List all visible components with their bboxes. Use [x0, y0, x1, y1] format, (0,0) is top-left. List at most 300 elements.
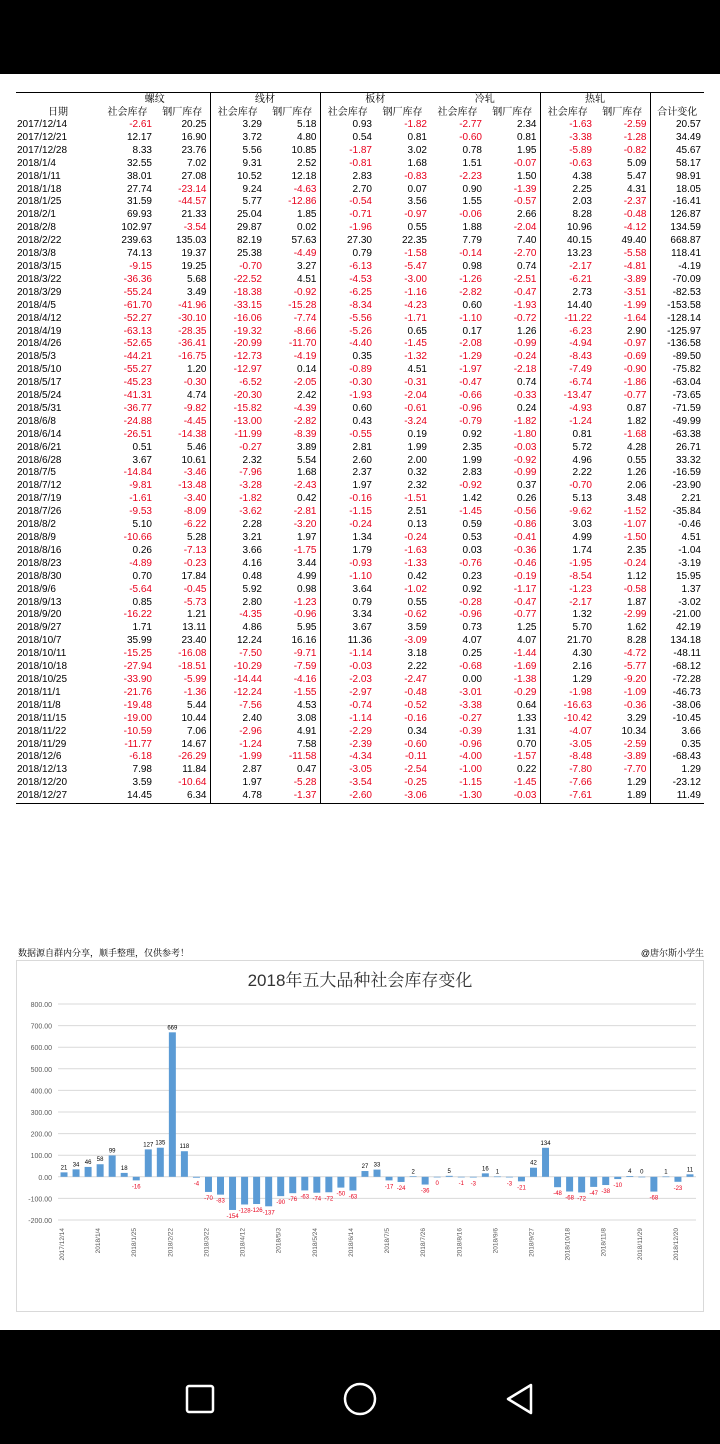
- row-value: 1.71: [132, 622, 152, 634]
- row-value: -1.45: [485, 777, 540, 790]
- table-row: [16, 416, 704, 429]
- bar-data-label: 34: [72, 1162, 80, 1169]
- bar-data-label: -47: [589, 1190, 599, 1197]
- row-value: -3.54: [349, 777, 372, 789]
- row-value: 4.51: [407, 364, 427, 376]
- row-value: -72.28: [672, 673, 701, 685]
- row-value: -4.45: [155, 416, 210, 429]
- row-value: -3.20: [265, 519, 320, 532]
- row-value: 3.29: [242, 119, 262, 130]
- row-value: 4.38: [572, 170, 592, 182]
- row-value: 7.02: [155, 158, 210, 171]
- row-value: 0.65: [407, 325, 427, 337]
- row-value: -0.46: [678, 519, 701, 531]
- row-value: 0.51: [132, 441, 152, 453]
- row-value: -4.35: [239, 609, 262, 621]
- header-social: 社会库存: [547, 107, 588, 118]
- bar-data-label: -63: [300, 1194, 310, 1201]
- row-value: -1.75: [265, 545, 320, 558]
- row-value: -6.18: [129, 751, 152, 763]
- row-value: -2.59: [595, 739, 650, 752]
- row-value: 2.70: [352, 183, 372, 195]
- row-value: -49.99: [672, 415, 701, 427]
- group-wire: 线材: [210, 93, 320, 107]
- inventory-table: [16, 92, 704, 804]
- bar: [85, 1167, 92, 1177]
- bar: [686, 1174, 693, 1176]
- row-value: 82.19: [236, 235, 262, 247]
- x-tick-label: 2018/5/24: [311, 1228, 319, 1257]
- row-value: -36.41: [155, 338, 210, 351]
- row-value: -63.04: [672, 377, 701, 389]
- row-value: -0.24: [349, 519, 372, 531]
- table-row: [16, 351, 704, 364]
- back-triangle-icon[interactable]: [508, 1385, 531, 1413]
- row-date: 2018/11/29: [17, 738, 67, 750]
- bar: [193, 1177, 200, 1178]
- bar: [422, 1177, 429, 1185]
- row-date: 2018/10/7: [17, 635, 62, 647]
- row-value: -2.37: [595, 196, 650, 209]
- row-value: 2.73: [572, 286, 592, 298]
- x-tick-label: 2018/5/3: [275, 1228, 283, 1254]
- row-value: 17.84: [155, 571, 210, 584]
- group-cold-rolled: 冷轧: [430, 93, 540, 107]
- row-value: 9.24: [242, 183, 262, 195]
- table-row: [16, 726, 704, 739]
- row-value: -7.13: [155, 545, 210, 558]
- row-value: 1.33: [485, 713, 540, 726]
- row-value: 1.21: [155, 609, 210, 622]
- bar-data-label: -68: [565, 1195, 574, 1202]
- row-value: 0.14: [265, 364, 320, 377]
- x-tick-label: 2018/7/5: [384, 1228, 392, 1254]
- row-value: -0.47: [459, 377, 482, 389]
- table-row: [16, 222, 704, 235]
- row-value: 69.93: [126, 209, 152, 221]
- row-value: 5.10: [132, 519, 152, 531]
- table-row: [16, 442, 704, 455]
- row-value: -6.23: [569, 325, 592, 337]
- row-value: 5.68: [155, 274, 210, 287]
- row-value: -10.29: [233, 661, 262, 673]
- row-value: -3.09: [404, 635, 427, 647]
- row-date: 2018/8/9: [17, 532, 56, 543]
- bar: [602, 1177, 609, 1185]
- row-value: 4.74: [155, 390, 210, 403]
- row-value: 5.77: [242, 196, 262, 208]
- row-date: 2017/12/28: [17, 144, 68, 156]
- row-value: 0.23: [462, 570, 482, 582]
- row-value: 2.28: [242, 519, 262, 531]
- row-value: -0.71: [349, 209, 372, 221]
- table-row: [16, 571, 704, 584]
- row-value: -0.47: [485, 597, 540, 610]
- row-value: -6.13: [349, 260, 372, 272]
- row-value: -0.48: [595, 209, 650, 222]
- row-value: -0.96: [459, 609, 482, 621]
- row-value: -2.29: [349, 725, 372, 737]
- row-value: -12.86: [265, 196, 320, 209]
- row-value: -3.05: [349, 764, 372, 776]
- row-date: 2018/9/27: [17, 622, 62, 634]
- bar: [674, 1177, 681, 1182]
- row-value: 40.15: [566, 235, 592, 247]
- row-value: -13.00: [233, 415, 262, 427]
- row-value: -2.82: [459, 286, 482, 298]
- row-value: 38.01: [126, 170, 152, 182]
- row-value: -1.07: [595, 519, 650, 532]
- row-value: -0.62: [404, 609, 427, 621]
- row-value: -0.96: [459, 402, 482, 414]
- row-value: 10.44: [155, 713, 210, 726]
- row-value: -71.59: [672, 402, 701, 414]
- row-value: 2.52: [265, 158, 320, 171]
- row-value: -2.17: [569, 596, 592, 608]
- recents-square-icon[interactable]: [187, 1386, 213, 1412]
- header-social: 社会库存: [217, 107, 258, 118]
- row-date: 2018/11/22: [17, 725, 67, 737]
- row-value: -4.16: [265, 674, 320, 687]
- row-value: -4.72: [595, 648, 650, 661]
- row-value: -26.51: [123, 428, 152, 440]
- row-value: -0.70: [239, 260, 262, 272]
- row-value: 1.51: [462, 157, 482, 169]
- row-value: -11.58: [265, 751, 320, 764]
- row-value: 5.54: [265, 455, 320, 468]
- row-value: 0.78: [462, 144, 482, 156]
- bar-data-label: -76: [288, 1197, 298, 1204]
- row-value: -4.23: [404, 299, 427, 311]
- row-date: 2018/6/8: [17, 415, 56, 427]
- row-value: -18.38: [233, 286, 262, 298]
- bar-data-label: 27: [361, 1164, 369, 1171]
- row-value: 45.67: [675, 144, 701, 156]
- row-value: -33.15: [233, 299, 262, 311]
- row-value: -19.48: [123, 699, 152, 711]
- row-value: -24.88: [123, 415, 152, 427]
- row-value: 2.51: [407, 506, 427, 518]
- row-value: -73.65: [672, 390, 701, 402]
- row-value: -8.48: [569, 751, 592, 763]
- row-value: -4.53: [349, 273, 372, 285]
- row-value: 0.03: [462, 544, 482, 556]
- header-mill: 钢厂库存: [595, 106, 650, 119]
- row-value: -9.81: [129, 480, 152, 492]
- row-value: 27.30: [346, 235, 372, 247]
- row-value: -33.90: [123, 673, 152, 685]
- row-date: 2018/9/6: [17, 583, 56, 595]
- row-value: 20.25: [155, 119, 210, 132]
- bar: [482, 1173, 489, 1176]
- row-value: 3.08: [265, 713, 320, 726]
- home-circle-icon[interactable]: [345, 1384, 375, 1414]
- row-value: -1.97: [459, 364, 482, 376]
- row-date: 2018/7/19: [17, 493, 62, 505]
- bar-data-label: -137: [262, 1210, 275, 1217]
- row-value: -11.99: [234, 428, 262, 440]
- bar: [253, 1177, 260, 1204]
- header-mill: 钢厂库存: [155, 106, 210, 119]
- row-value: -15.28: [265, 300, 320, 313]
- bar: [121, 1173, 128, 1177]
- row-date: 2018/8/23: [17, 557, 62, 569]
- bar: [97, 1164, 104, 1177]
- row-value: -16.59: [672, 467, 701, 479]
- row-date: 2018/12/27: [16, 790, 100, 803]
- row-value: -0.16: [349, 493, 372, 505]
- chart-title: 2018年五大品种社会库存变化: [247, 971, 473, 990]
- row-value: 4.80: [265, 132, 320, 145]
- bar-data-label: -24: [396, 1185, 406, 1192]
- row-value: 14.67: [155, 739, 210, 752]
- y-tick-label: 600.00: [30, 1045, 52, 1053]
- row-value: 2.81: [352, 441, 372, 453]
- row-value: 3.18: [407, 648, 427, 660]
- bar: [626, 1176, 633, 1177]
- row-value: 23.76: [155, 145, 210, 158]
- y-tick-label: 500.00: [30, 1066, 52, 1074]
- row-value: -5.58: [595, 248, 650, 261]
- row-value: 3.59: [407, 622, 427, 634]
- row-value: 31.59: [126, 196, 152, 208]
- table-row: [16, 597, 704, 610]
- bar-data-label: -38: [601, 1189, 611, 1196]
- row-value: -46.73: [672, 686, 701, 698]
- row-value: -1.93: [485, 300, 540, 313]
- x-tick-label: 2018/4/12: [239, 1228, 247, 1257]
- row-value: 16.90: [155, 132, 210, 145]
- row-value: 0.25: [462, 648, 482, 660]
- bar: [530, 1168, 537, 1177]
- row-value: -48.11: [673, 648, 701, 660]
- row-value: 0.98: [462, 260, 482, 272]
- row-value: -0.92: [485, 455, 540, 468]
- row-value: -1.99: [595, 300, 650, 313]
- row-value: 2.16: [572, 661, 592, 673]
- row-value: 1.85: [265, 209, 320, 222]
- row-value: -0.24: [404, 532, 427, 543]
- row-value: 0.42: [265, 493, 320, 506]
- row-value: -1.33: [404, 557, 427, 569]
- row-value: -1.57: [485, 751, 540, 764]
- inventory-change-chart: [16, 960, 704, 1312]
- row-value: -26.29: [155, 751, 210, 764]
- row-value: 1.34: [352, 532, 372, 543]
- row-value: -12.97: [233, 364, 262, 376]
- row-value: 2.22: [572, 467, 592, 479]
- row-value: -4.63: [265, 184, 320, 197]
- row-value: -0.99: [485, 467, 540, 480]
- row-value: -55.27: [123, 364, 152, 376]
- bar-data-label: 18: [120, 1165, 128, 1172]
- row-value: 1.89: [595, 790, 650, 803]
- table-row: [16, 467, 704, 480]
- row-value: -0.47: [485, 287, 540, 300]
- row-value: -3.40: [155, 493, 210, 506]
- row-value: 3.67: [132, 454, 152, 466]
- row-value: 4.86: [242, 622, 262, 634]
- bar: [494, 1177, 501, 1178]
- row-value: 239.63: [121, 235, 152, 247]
- row-value: -0.19: [485, 571, 540, 584]
- row-value: 1.42: [462, 493, 482, 505]
- row-date: 2018/9/13: [17, 596, 62, 608]
- row-value: -0.92: [265, 287, 320, 300]
- row-value: -7.66: [569, 777, 592, 789]
- row-value: -128.14: [667, 312, 701, 324]
- table-row: [16, 635, 704, 648]
- row-value: -136.58: [667, 338, 701, 350]
- header-mill: 钢厂库存: [485, 106, 540, 119]
- row-value: -0.11: [404, 751, 427, 763]
- row-value: -7.50: [239, 648, 262, 660]
- row-value: 3.34: [352, 609, 372, 621]
- row-value: -1.69: [485, 661, 540, 674]
- table-row: [16, 171, 704, 184]
- row-value: -0.16: [404, 712, 427, 724]
- y-tick-label: 700.00: [30, 1023, 52, 1031]
- row-value: 27.74: [126, 183, 152, 195]
- bar: [145, 1149, 152, 1176]
- row-value: -12.24: [233, 686, 262, 698]
- row-value: 118.41: [671, 248, 701, 260]
- row-value: 4.78: [210, 790, 265, 803]
- row-value: -3.51: [595, 287, 650, 300]
- row-value: -2.70: [485, 248, 540, 261]
- row-value: -5.89: [569, 144, 592, 156]
- row-value: 3.49: [155, 287, 210, 300]
- bar: [361, 1171, 368, 1177]
- bar-data-label: -90: [276, 1200, 286, 1207]
- row-value: -0.74: [349, 699, 372, 711]
- row-value: 11.84: [155, 764, 210, 777]
- row-value: 1.97: [265, 532, 320, 545]
- row-value: -0.52: [404, 699, 427, 711]
- row-value: 5.44: [155, 700, 210, 713]
- bar: [325, 1177, 332, 1192]
- row-value: -2.99: [595, 609, 650, 622]
- row-value: -1.95: [569, 557, 592, 569]
- row-value: 1.50: [485, 171, 540, 184]
- row-date: 2018/10/18: [17, 661, 68, 673]
- table-row: [16, 390, 704, 403]
- bar: [662, 1177, 669, 1178]
- row-value: -0.63: [569, 157, 592, 169]
- row-value: -10.42: [563, 712, 592, 724]
- table-row: [16, 377, 704, 390]
- row-value: -11.77: [124, 738, 152, 750]
- x-tick-label: 2018/10/18: [564, 1228, 572, 1261]
- row-value: -0.77: [595, 390, 650, 403]
- row-value: 5.47: [595, 171, 650, 184]
- row-value: -15.25: [123, 648, 152, 660]
- row-value: -16.63: [563, 699, 592, 711]
- row-value: 3.29: [595, 713, 650, 726]
- row-value: 0.13: [407, 519, 427, 531]
- row-value: 135.03: [155, 235, 210, 248]
- row-date: 2018/8/30: [17, 570, 62, 582]
- row-value: -3.89: [595, 751, 650, 764]
- row-value: -52.27: [123, 312, 152, 324]
- row-value: -61.70: [123, 299, 152, 311]
- row-value: 1.29: [572, 673, 592, 685]
- row-date: 2018/1/25: [17, 196, 62, 208]
- android-nav-bar: [0, 1330, 720, 1440]
- row-value: -0.06: [459, 209, 482, 221]
- x-tick-label: 2018/8/16: [456, 1228, 464, 1257]
- row-value: -27.94: [123, 661, 152, 673]
- row-value: 10.85: [265, 145, 320, 158]
- row-date: 2018/2/1: [17, 209, 56, 221]
- row-value: -1.14: [349, 648, 372, 660]
- row-value: -10.66: [123, 532, 152, 543]
- row-value: -5.64: [129, 583, 152, 595]
- bar: [386, 1177, 393, 1181]
- row-value: 1.29: [595, 777, 650, 790]
- row-value: -0.45: [155, 584, 210, 597]
- row-value: -10.59: [123, 725, 152, 737]
- row-value: 0.87: [595, 403, 650, 416]
- x-tick-label: 2018/3/22: [203, 1228, 211, 1257]
- table-row: [16, 480, 704, 493]
- row-value: -8.39: [265, 429, 320, 442]
- row-value: 2.87: [242, 764, 262, 776]
- bar: [434, 1177, 441, 1178]
- row-date: 2018/3/8: [17, 248, 56, 260]
- row-value: -16.08: [155, 648, 210, 661]
- row-value: 18.05: [675, 183, 701, 195]
- table-row: [16, 196, 704, 209]
- row-value: 8.33: [132, 144, 152, 156]
- row-value: -1.00: [459, 764, 482, 776]
- table-row: [16, 558, 704, 571]
- row-value: -0.96: [459, 738, 482, 750]
- row-value: -0.61: [404, 402, 427, 414]
- row-date: 2018/1/18: [17, 183, 62, 195]
- row-value: 0.59: [462, 519, 482, 531]
- row-value: 1.31: [485, 726, 540, 739]
- row-value: 0.55: [595, 455, 650, 468]
- row-value: -1.10: [349, 570, 372, 582]
- row-value: -14.44: [233, 673, 262, 685]
- row-value: -1.09: [595, 687, 650, 700]
- row-value: 3.64: [352, 583, 372, 595]
- image-viewer[interactable]: [0, 74, 720, 1330]
- row-value: -23.12: [672, 777, 701, 789]
- row-value: -2.61: [129, 119, 152, 130]
- row-value: 19.25: [155, 261, 210, 274]
- row-value: 0.60: [462, 299, 482, 311]
- row-value: -3.00: [404, 273, 427, 285]
- row-value: -0.55: [349, 428, 372, 440]
- row-value: -5.28: [265, 777, 320, 790]
- row-value: 2.40: [242, 712, 262, 724]
- row-value: -7.70: [595, 764, 650, 777]
- row-value: -5.26: [349, 325, 372, 337]
- row-value: -23.90: [672, 480, 701, 492]
- row-value: 0.02: [265, 222, 320, 235]
- bar: [458, 1177, 465, 1178]
- row-date: 2018/5/3: [17, 351, 56, 363]
- row-value: -0.79: [459, 415, 482, 427]
- row-value: 12.18: [265, 171, 320, 184]
- row-value: -0.39: [459, 725, 482, 737]
- row-value: -0.03: [349, 661, 372, 673]
- row-value: 5.70: [572, 622, 592, 634]
- row-value: 4.28: [595, 442, 650, 455]
- row-value: 0.26: [485, 493, 540, 506]
